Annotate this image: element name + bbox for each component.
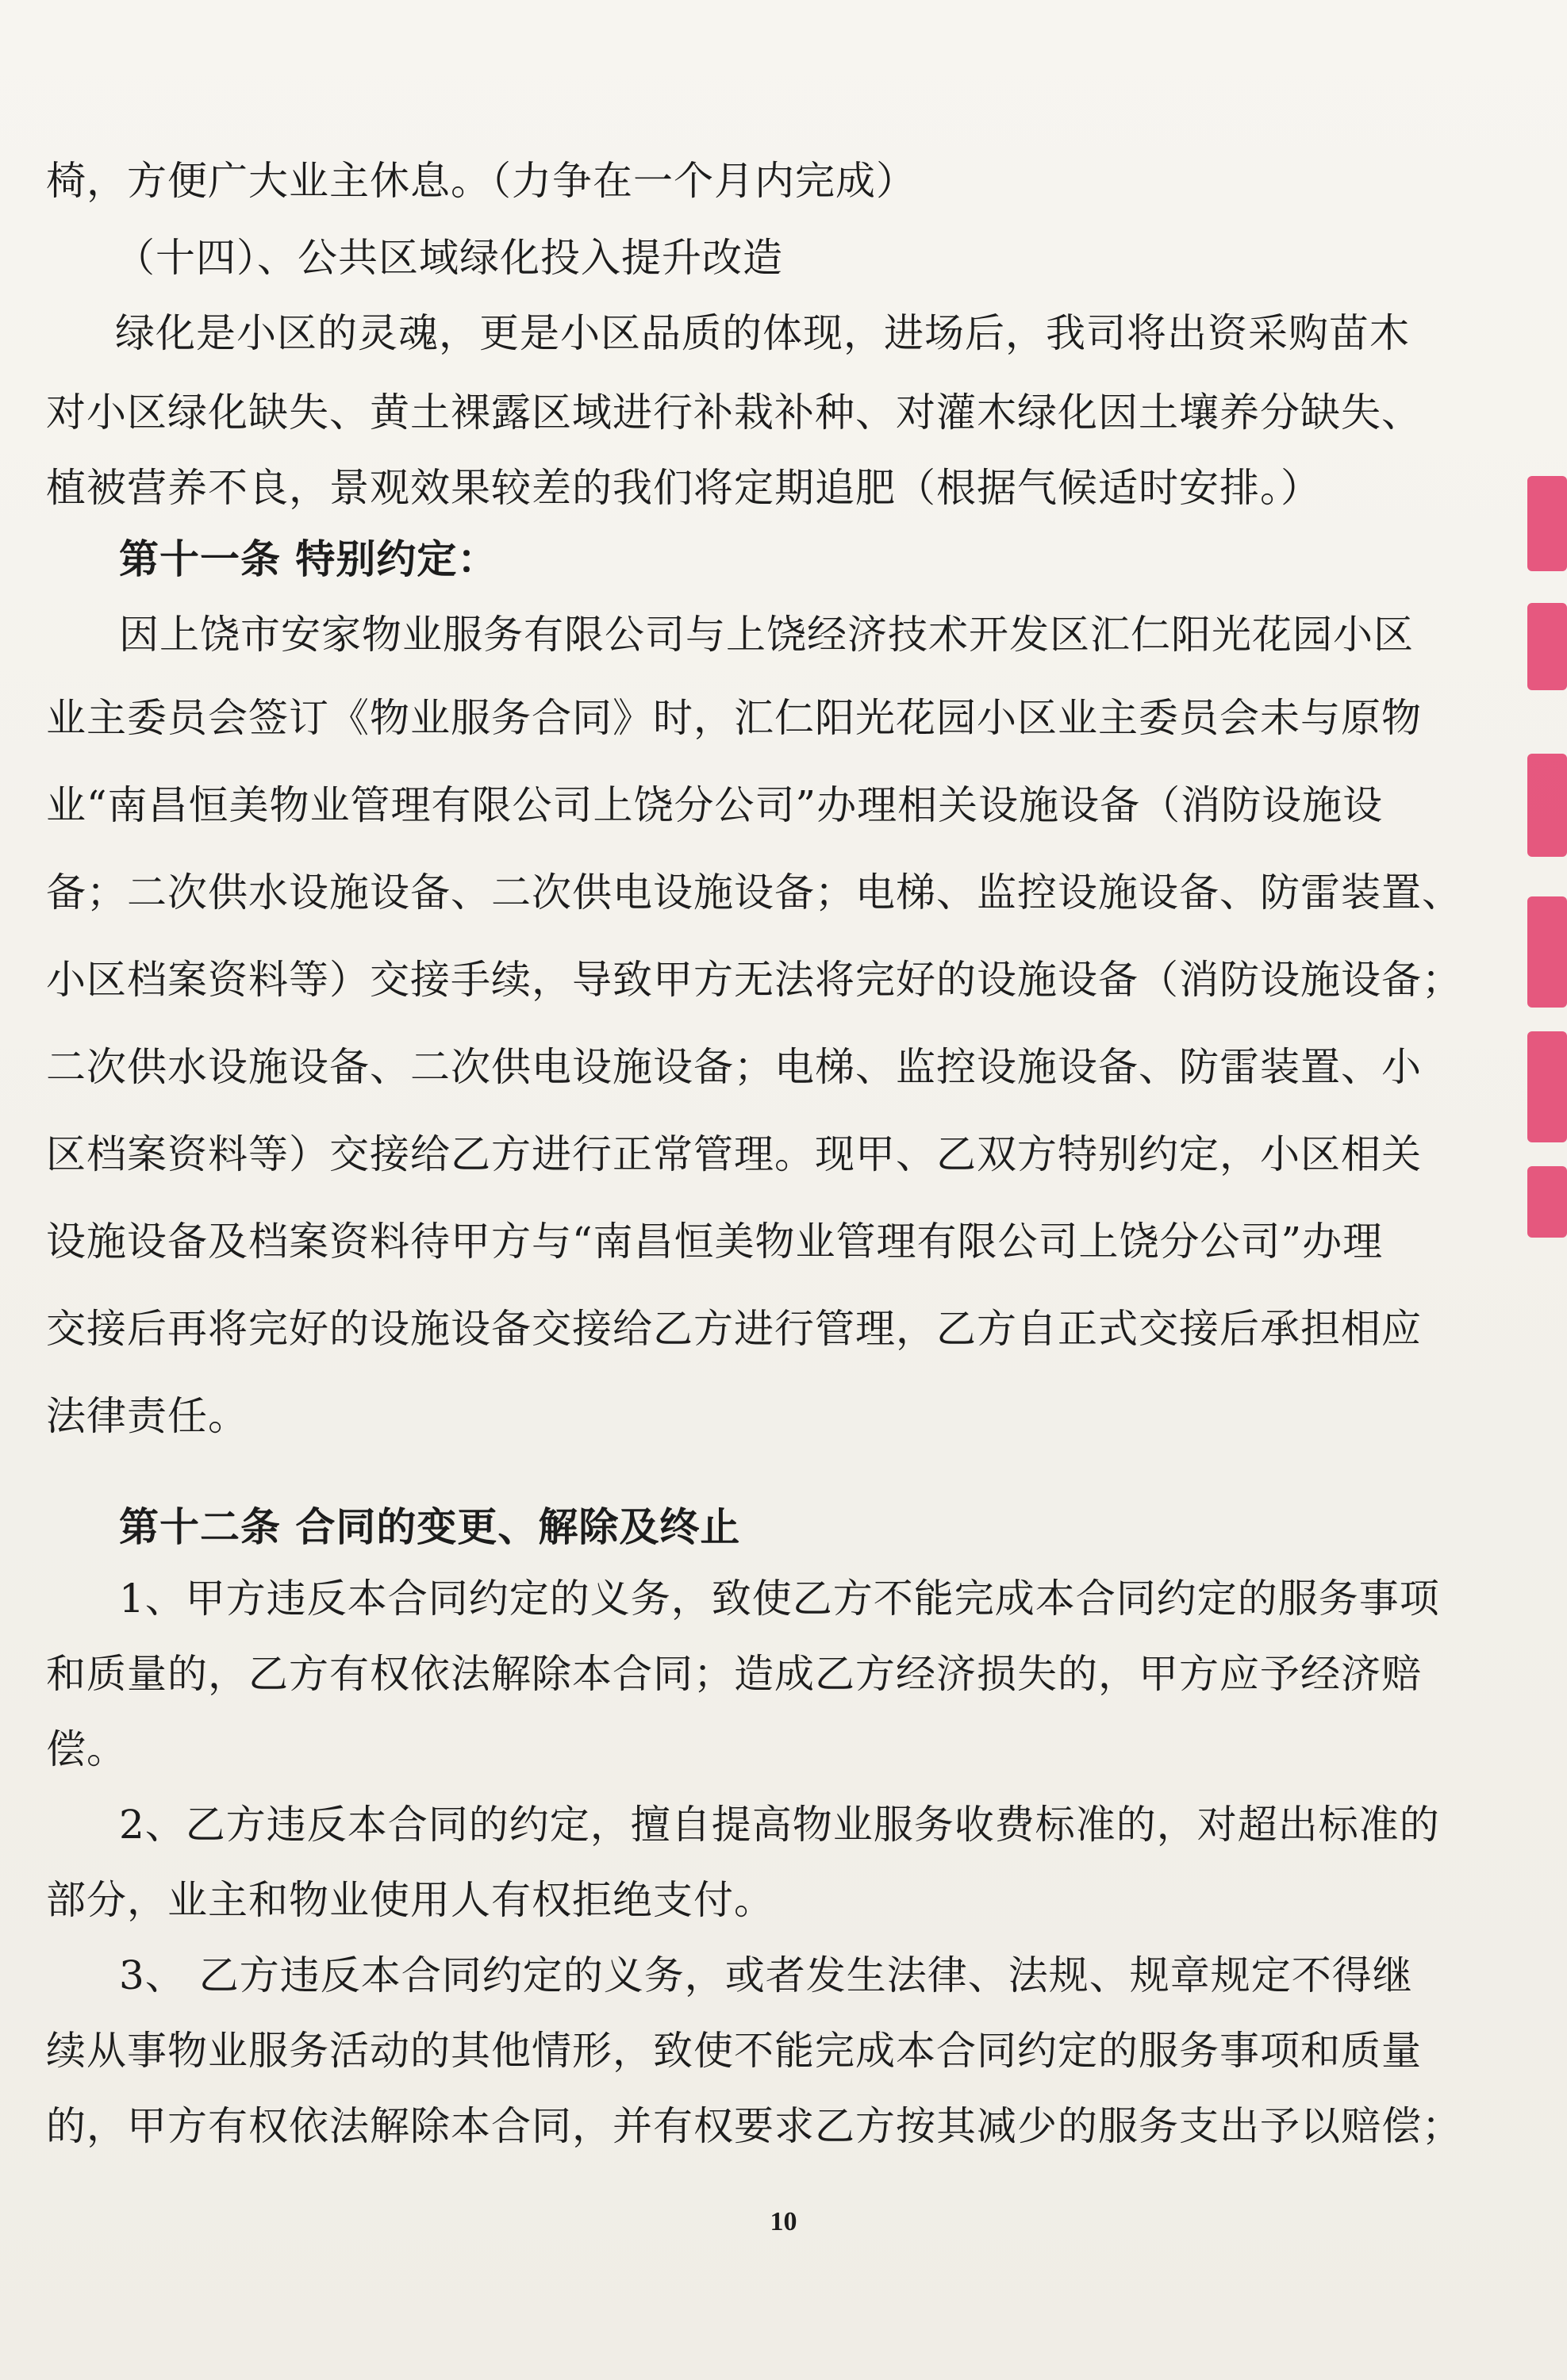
body-text-line: 植被营养不良，景观效果较差的我们将定期追肥（根据气候适时安排。） [46,465,1321,511]
body-text-line: 绿化是小区的灵魂，更是小区品质的体现，进场后，我司将出资采购苗木 [115,310,1410,356]
body-text-line: 交接后再将完好的设施设备交接给乙方进行管理，乙方自正式交接后承担相应 [46,1306,1422,1352]
body-text-line: 偿。 [46,1726,127,1772]
body-text-line: 2、乙方违反本合同的约定，擅自提高物业服务收费标准的，对超出标准的 [119,1802,1440,1848]
body-text-line: 业“南昌恒美物业管理有限公司上饶分公司”办理相关设施设备（消防设施设 [46,782,1384,828]
body-text-line: 设施设备及档案资料待甲方与“南昌恒美物业管理有限公司上饶分公司”办理 [46,1219,1384,1265]
body-text-line: 续从事物业服务活动的其他情形，致使不能完成本合同约定的服务事项和质量 [46,2028,1422,2074]
article-heading: 第十二条 合同的变更、解除及终止 [119,1503,741,1550]
body-text-line: 法律责任。 [46,1393,248,1439]
seal-stamp-fragment [1527,754,1567,857]
article-heading: 第十一条 特别约定： [119,536,498,582]
body-text-line: 1、甲方违反本合同约定的义务，致使乙方不能完成本合同约定的服务事项 [119,1576,1440,1622]
body-text-line: 备；二次供水设施设备、二次供电设施设备；电梯、监控设施设备、防雷装置、 [46,869,1462,916]
seal-stamp-fragment [1527,1166,1567,1238]
seal-stamp-fragment [1527,1031,1567,1142]
body-text-line: 和质量的，乙方有权依法解除本合同；造成乙方经济损失的，甲方应予经济赔 [46,1651,1422,1697]
body-text-line: 二次供水设施设备、二次供电设施设备；电梯、监控设施设备、防雷装置、小 [46,1044,1422,1090]
seal-stamp-fragment [1527,603,1567,690]
page-number: 10 [770,2207,797,2236]
body-text-line: 业主委员会签订《物业服务合同》时，汇仁阳光花园小区业主委员会未与原物 [46,695,1422,741]
body-text-line: 椅，方便广大业主休息。（力争在一个月内完成） [46,158,916,204]
body-text-line: 的，甲方有权依法解除本合同，并有权要求乙方按其减少的服务支出予以赔偿； [46,2103,1462,2149]
section-heading: （十四）、公共区域绿化投入提升改造 [115,235,783,281]
body-text-line: 对小区绿化缺失、黄土裸露区域进行补栽补种、对灌木绿化因土壤养分缺失、 [46,390,1422,436]
body-text-line: 小区档案资料等）交接手续，导致甲方无法将完好的设施设备（消防设施设备； [46,957,1462,1003]
seal-stamp-fragment [1527,896,1567,1008]
body-text-line: 3、 乙方违反本合同约定的义务，或者发生法律、法规、规章规定不得继 [119,1952,1413,1998]
body-text-line: 区档案资料等）交接给乙方进行正常管理。现甲、乙双方特别约定，小区相关 [46,1131,1422,1177]
body-text-line: 因上饶市安家物业服务有限公司与上饶经济技术开发区汇仁阳光花园小区 [119,612,1414,658]
body-text-line: 部分，业主和物业使用人有权拒绝支付。 [46,1877,774,1923]
seal-stamp-fragment [1527,476,1567,571]
